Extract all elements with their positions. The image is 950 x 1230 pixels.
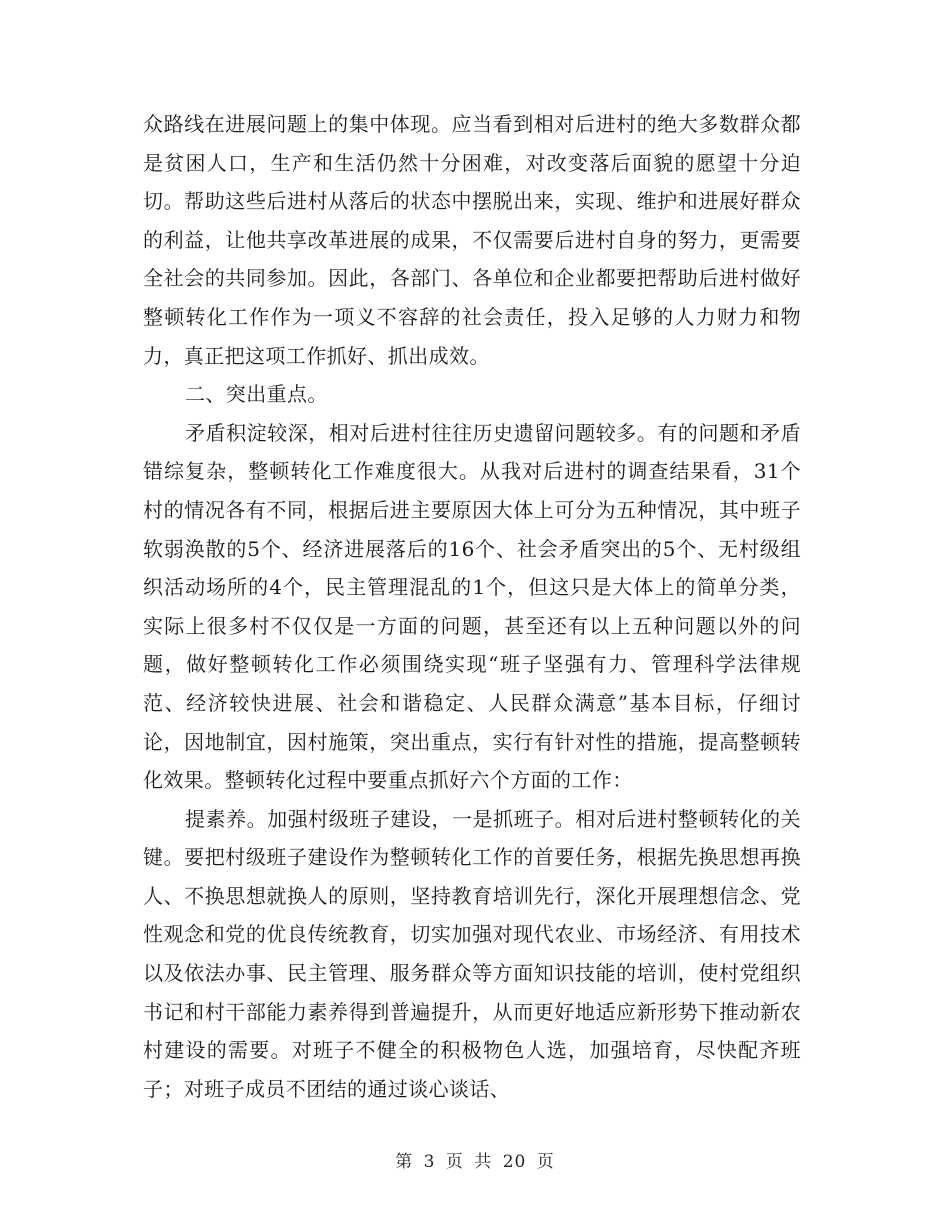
page-footer <box>0 1147 950 1172</box>
section-heading: 二、突出重点。 <box>185 382 328 407</box>
footer-page-unit: 页 <box>445 1152 464 1172</box>
paragraph-continuation: 众路线在进展问题上的集中体现。应当看到相对后进村的绝大多数群众都是贫困人口，生产和生活仍然十分困难，对改变落后面貌的愿望十分迫切。帮助这些后进村从落后的状态中摆脱出来，实现、维护和进展好群众的利益，让他共享改革进展的成果，不仅需要后进村自身的努力，更需要全社会的共同参加。因此，各部门、各单位和企业都要把帮助后进村做好整顿转化工作作为一项义不容辞的社会责任，投入足够的人力财力和物力，真正把这项工作抓好、抓出成效。 <box>143 112 801 368</box>
footer-prefix: 第 <box>395 1152 414 1172</box>
footer-current-page: 3 <box>423 1152 436 1172</box>
footer-total-pages: 20 <box>502 1152 527 1172</box>
paragraph-team-building: 提素养。加强村级班子建设，一是抓班子。相对后进村整顿转化的关键。要把村级班子建设作为整顿转化工作的首要任务，根据先换思想再换人、不换思想就换人的原则，坚持教育培训先行，深化开展理想信念、党性观念和党的优良传统教育，切实加强对现代农业、市场经济、有用技术以及依法办事、民主管理、服务群众等方面知识技能的培训，使村党组织书记和村干部能力素养得到普遍提升，从而更好地适应新形势下推动新农村建设的需要。对班子不健全的积极物色人选，加强培育，尽快配齐班子；对班子成员不团结的通过谈心谈话、 <box>143 806 801 1101</box>
footer-total-label: 共 <box>474 1152 493 1172</box>
paragraph-key-points: 矛盾积淀较深，相对后进村往往历史遗留问题较多。有的问题和矛盾错综复杂，整顿转化工作难度很大。从我对后进村的调查结果看，31个村的情况各有不同，根据后进主要原因大体上可分为五种情况，其中班子软弱涣散的5个、经济进展落后的16个、社会矛盾突出的5个、无村级组织活动场所的4个，民主管理混乱的1个，但这只是大体上的简单分类，实际上很多村不仅仅是一方面的问题，甚至还有以上五种问题以外的问题，做好整顿转化工作必须围绕实现“班子坚强有力、管理科学法律规范、经济较快进展、社会和谐稳定、人民群众满意”基本目标，仔细讨论，因地制宜，因村施策，突出重点，实行有针对性的措施，提高整顿转化效果。整顿转化过程中要重点抓好六个方面的工作： <box>143 420 801 793</box>
document-body <box>143 105 801 1108</box>
footer-total-unit: 页 <box>536 1152 555 1172</box>
